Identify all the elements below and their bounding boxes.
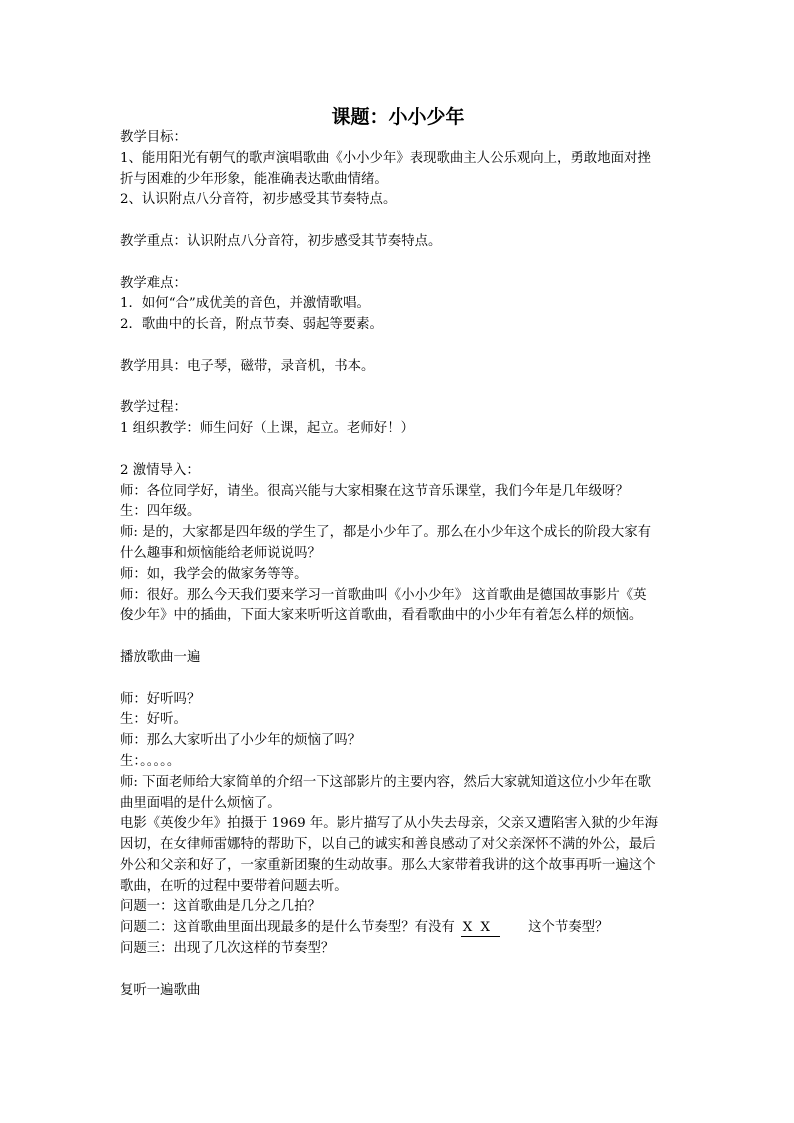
dialogue-line: 曲里面唱的是什么烦恼了。 xyxy=(120,795,281,811)
question-3: 问题三：出现了几次这样的节奏型？ xyxy=(120,941,335,957)
dialogue-line: 生：四年级。 xyxy=(120,504,201,520)
film-intro-line: 因切，在女律师雷娜特的帮助下，以自己的诚实和善良感动了对父亲深怀不满的外公，最后 xyxy=(120,837,656,853)
teaching-tools: 教学用具：电子琴，磁带，录音机，书本。 xyxy=(120,358,375,374)
process-heading: 教学过程： xyxy=(120,400,187,416)
step-1: 1 组织教学：师生问好（上课，起立。老师好！） xyxy=(120,421,414,437)
question-1: 问题一：这首歌曲是几分之几拍？ xyxy=(120,899,321,915)
dialogue-line: 师：好听吗？ xyxy=(120,691,201,707)
dialogue-line: 师：很好。那么今天我们要来学习一首歌曲叫《小小少年》 这首歌曲是德国故事影片《英 xyxy=(120,587,647,603)
blank-line xyxy=(120,960,680,981)
play-song-once: 播放歌曲一遍 xyxy=(120,649,201,665)
blank-line xyxy=(120,336,680,357)
dialogue-line: 什么趣事和烦恼能给老师说说吗？ xyxy=(120,545,321,561)
replay-song: 复听一遍歌曲 xyxy=(120,982,201,998)
blank-line xyxy=(120,378,680,399)
difficulty-1: 1．如何“合”成优美的音色，并激情歌唱。 xyxy=(120,296,370,312)
difficulty-heading: 教学难点： xyxy=(120,275,187,291)
dialogue-line: 师：如，我学会的做家务等等。 xyxy=(120,566,308,582)
objective-2: 2、认识附点八分音符，初步感受其节奏特点。 xyxy=(120,192,397,208)
document-body xyxy=(120,128,680,1001)
objectives-heading: 教学目标： xyxy=(120,130,187,145)
rhythm-notation: X X xyxy=(461,920,500,937)
dialogue-line: 生：好听。 xyxy=(120,712,187,728)
question-2-suffix: 这个节奏型？ xyxy=(528,920,609,936)
blank-line xyxy=(120,440,680,461)
objective-1-line-1: 1、能用阳光有朝气的歌声演唱歌曲《小小少年》表现歌曲主人公乐观向上，勇敢地面对挫 xyxy=(120,150,651,166)
film-intro-line: 外公和父亲和好了，一家重新团聚的生动故事。那么大家带着我讲的这个故事再听一遍这个 xyxy=(120,857,656,873)
dialogue-line: 生：。。。。。 xyxy=(120,753,181,769)
difficulty-2: 2．歌曲中的长音，附点节奏、弱起等要素。 xyxy=(120,317,383,333)
blank-line xyxy=(120,669,680,690)
question-2 xyxy=(120,918,680,939)
dialogue-line: 师：各位同学好，请坐。很高兴能与大家相聚在这节音乐课堂，我们今年是几年级呀？ xyxy=(120,483,629,499)
question-2-prefix: 问题二：这首歌曲里面出现最多的是什么节奏型？有没有 xyxy=(120,920,455,936)
blank-line xyxy=(120,627,680,648)
objective-1-line-2: 折与困难的少年形象，能准确表达歌曲情绪。 xyxy=(120,171,388,187)
film-intro-line: 歌曲，在听的过程中要带着问题去听。 xyxy=(120,878,348,894)
dialogue-line: 俊少年》中的插曲，下面大家来听听这首歌曲，看看歌曲中的小少年有着怎么样的烦恼。 xyxy=(120,608,643,624)
film-intro-line: 电影《英俊少年》拍摄于 1969 年。影片描写了从小失去母亲，父亲又遭陷害入狱的少年海 xyxy=(120,816,659,832)
step-2-heading: 2 激情导入： xyxy=(120,462,200,478)
dialogue-line: 师: 是的，大家都是四年级的学生了，都是小少年了。那么在小少年这个成长的阶段大家有 xyxy=(120,525,651,541)
dialogue-line: 师：那么大家听出了小少年的烦恼了吗？ xyxy=(120,733,362,749)
page-title: 课题：小小少年 xyxy=(331,106,465,128)
dialogue-line: 师: 下面老师给大家简单的介绍一下这部影片的主要内容，然后大家就知道这位小少年在歌 xyxy=(120,774,651,790)
blank-line xyxy=(120,211,680,232)
key-point: 教学重点：认识附点八分音符，初步感受其节奏特点。 xyxy=(120,233,442,249)
blank-line xyxy=(120,253,680,274)
